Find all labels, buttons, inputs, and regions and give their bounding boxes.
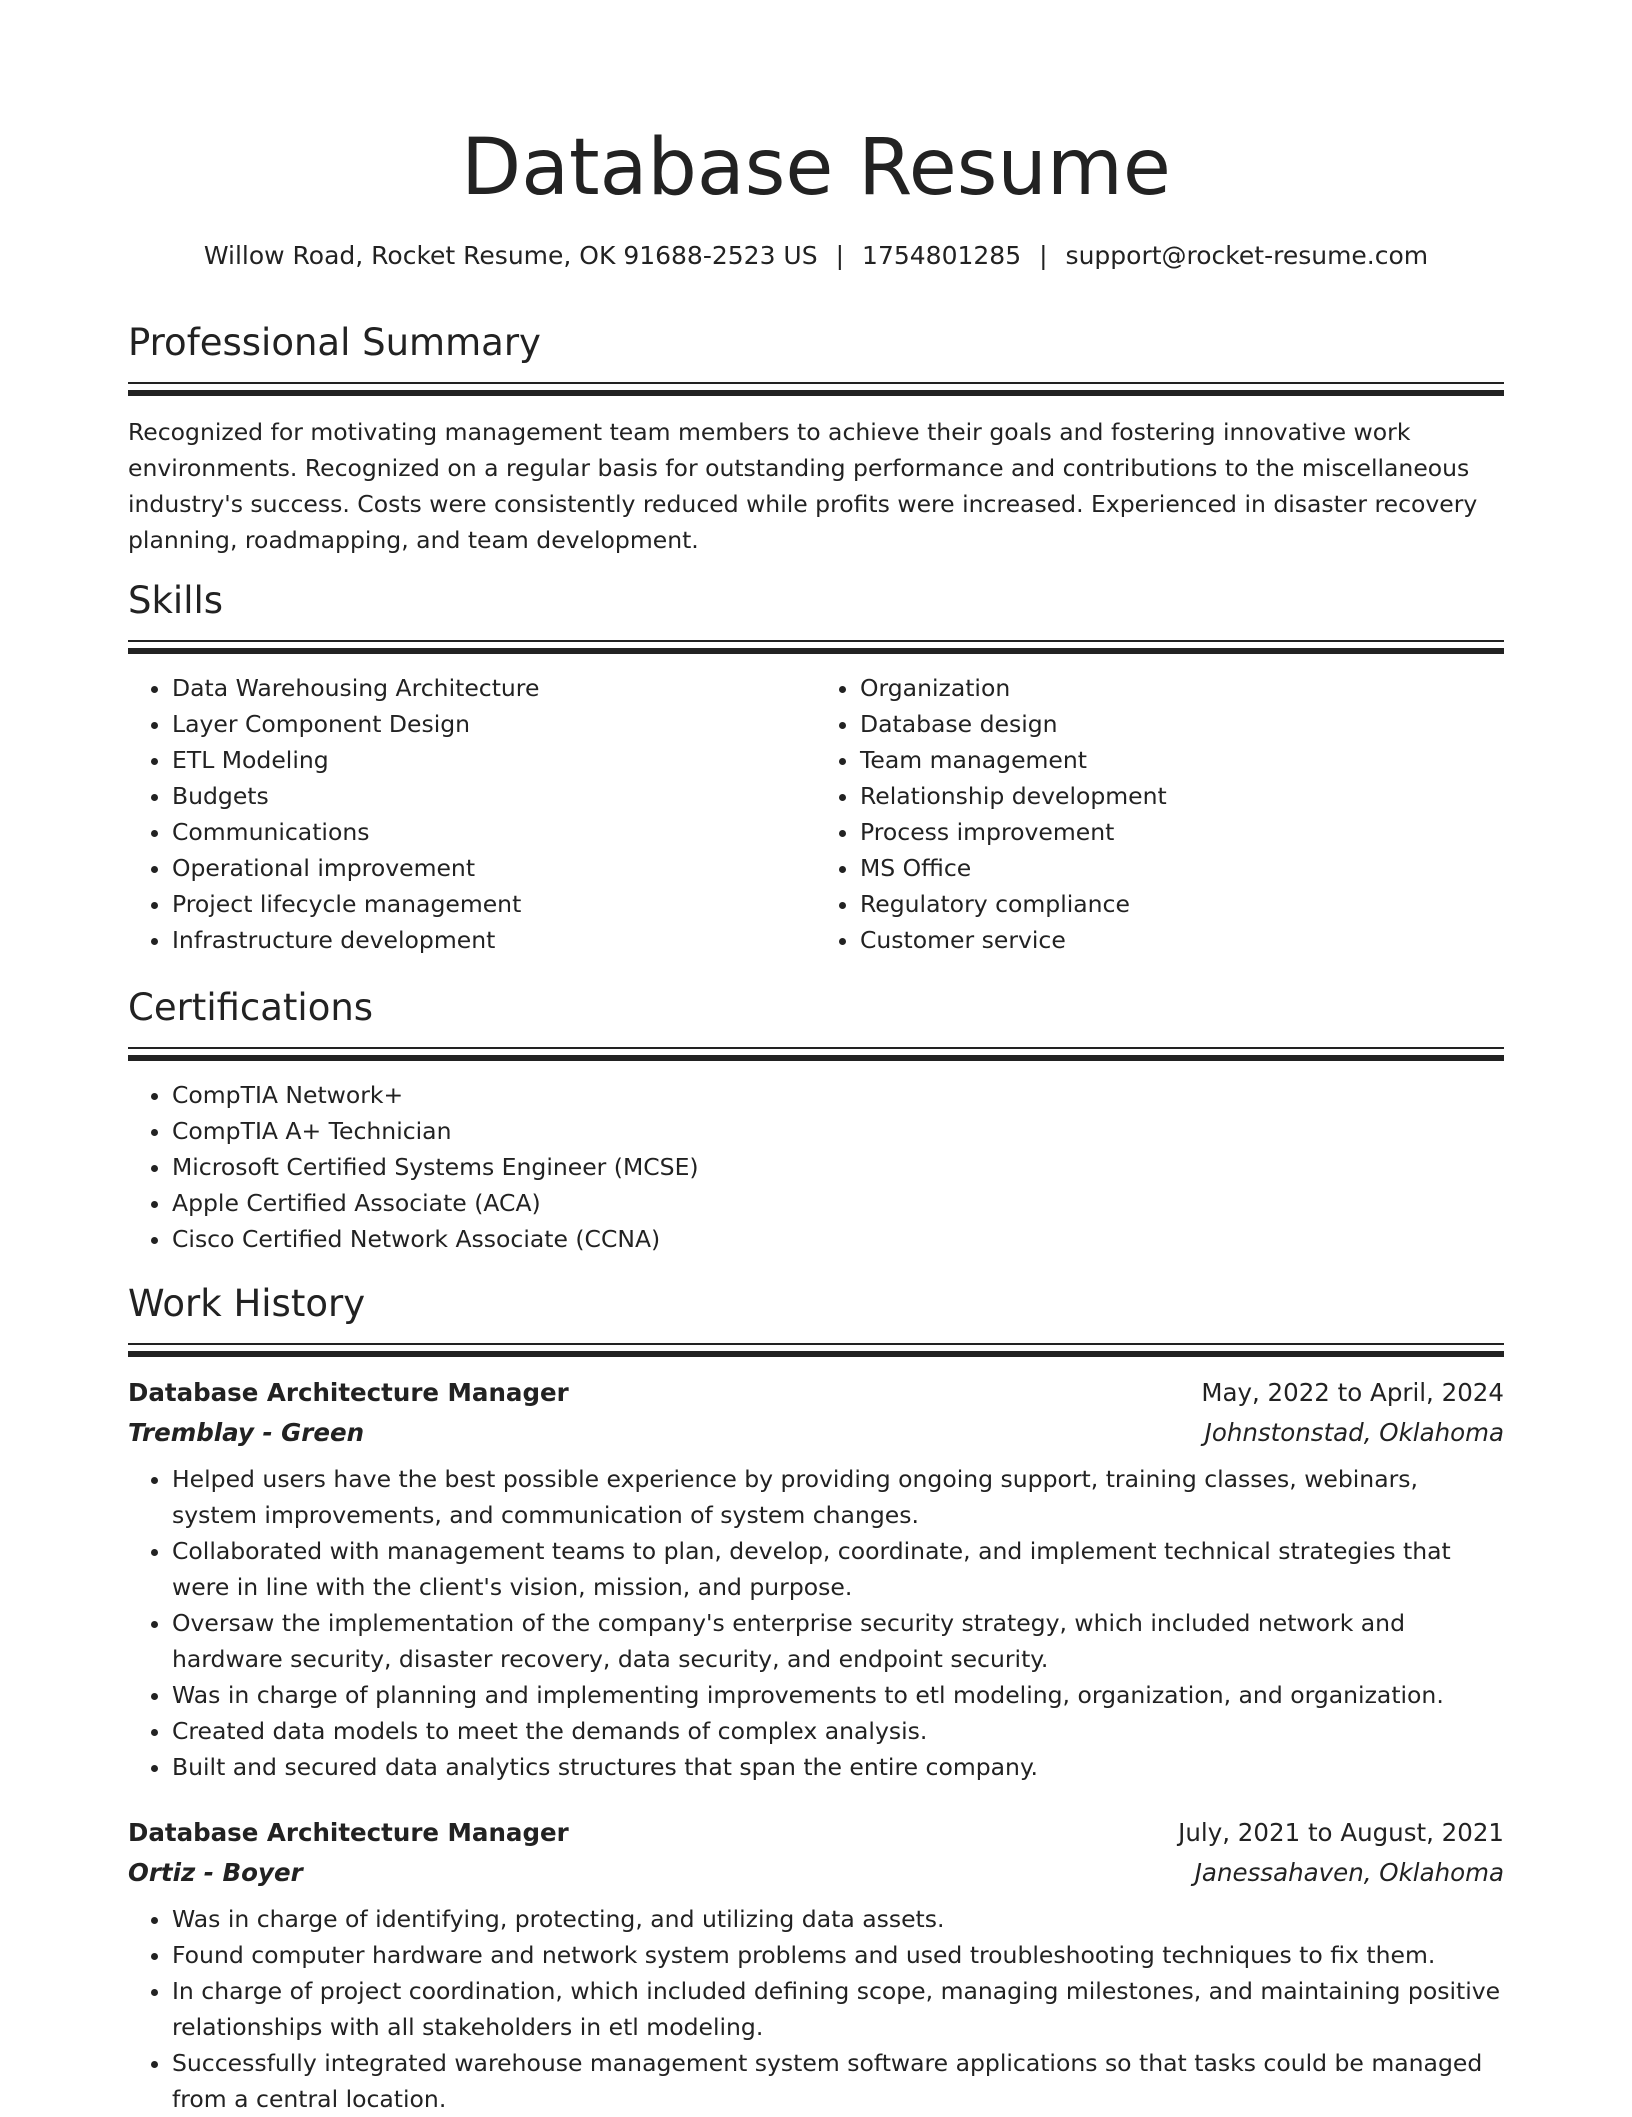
job-header-row	[128, 1373, 1504, 1413]
skill-item: • Team management	[860, 742, 1504, 778]
job-bullet: • Created data models to meet the demands of complex analysis.	[172, 1713, 1504, 1749]
contact-separator: |	[1039, 241, 1048, 270]
work-title: Work History	[128, 1282, 366, 1325]
skill-item: • Budgets	[172, 778, 816, 814]
job-bullet: • Was in charge of identifying, protecting, and utilizing data assets.	[172, 1901, 1504, 1937]
job-company-row	[128, 1853, 1504, 1893]
certification-item: • Microsoft Certified Systems Engineer (MCSE)	[172, 1149, 1504, 1185]
job-title: Database Architecture Manager	[128, 1378, 569, 1407]
job-bullet: • Built and secured data analytics structures that span the entire company.	[172, 1749, 1504, 1785]
skill-item: • Regulatory compliance	[860, 886, 1504, 922]
job-dates: May, 2022 to April, 2024	[1201, 1378, 1504, 1407]
section-rule-thin	[128, 1343, 1504, 1345]
summary-title: Professional Summary	[128, 321, 541, 364]
contact-email[interactable]: support@rocket-resume.com	[1065, 241, 1429, 270]
skill-item: • Relationship development	[860, 778, 1504, 814]
certification-item: • Cisco Certified Network Associate (CCNA)	[172, 1221, 1504, 1257]
job-bullet: • Was in charge of planning and implementing improvements to etl modeling, organization, and organization.	[172, 1677, 1504, 1713]
skills-section	[128, 576, 1504, 958]
skill-item: • Infrastructure development	[172, 922, 816, 958]
skill-item: • Process improvement	[860, 814, 1504, 850]
skill-item: • Database design	[860, 706, 1504, 742]
job-header-row	[128, 1813, 1504, 1853]
job-entry	[128, 1373, 1504, 1785]
job-dates: July, 2021 to August, 2021	[1178, 1818, 1504, 1847]
certifications-title: Certifications	[128, 986, 374, 1029]
skills-column-right	[816, 670, 1504, 958]
certification-item: • CompTIA Network+	[172, 1077, 1504, 1113]
summary-section	[128, 318, 1504, 558]
skills-title: Skills	[128, 579, 224, 622]
contact-separator: |	[835, 241, 845, 270]
job-entry	[128, 1813, 1504, 2117]
skill-item: • Operational improvement	[172, 850, 816, 886]
job-bullets	[128, 1901, 1504, 2117]
job-bullet: • Collaborated with management teams to plan, develop, coordinate, and implement technical strategies that were in line with the client's vision, mission, and purpose.	[172, 1533, 1504, 1605]
skills-columns	[128, 670, 1504, 958]
skill-item: • Project lifecycle management	[172, 886, 816, 922]
section-rule-thin	[128, 382, 1504, 384]
section-rule-thick	[128, 1351, 1504, 1357]
job-bullet: • Helped users have the best possible experience by providing ongoing support, training classes, webinars, system improvements, and communication of system changes.	[172, 1461, 1504, 1533]
section-rule-thin	[128, 1047, 1504, 1049]
skill-item: • Organization	[860, 670, 1504, 706]
skill-item: • Layer Component Design	[172, 706, 816, 742]
certifications-list	[128, 1077, 1504, 1257]
skill-item: • Data Warehousing Architecture	[172, 670, 816, 706]
job-bullet: • Successfully integrated warehouse management system software applications so that tasks could be managed from a central location.	[172, 2045, 1504, 2117]
job-company-row	[128, 1413, 1504, 1453]
section-rule-thin	[128, 640, 1504, 642]
contact-address: Willow Road, Rocket Resume, OK 91688-2523 US	[203, 241, 818, 270]
contact-line	[128, 236, 1504, 276]
certifications-section	[128, 983, 1504, 1257]
skill-item: • ETL Modeling	[172, 742, 816, 778]
resume-name: Database Resume	[461, 123, 1171, 213]
section-rule-thick	[128, 1055, 1504, 1061]
summary-text: Recognized for motivating management team members to achieve their goals and fostering innovative work environments. Recognized on a regular basis for outstanding performance and contributions to the miscellaneous industry's success. Costs were consistently reduced while profits were increased. Experienced in disaster recovery planning, roadmapping, and team development.	[128, 418, 1478, 554]
job-location: Johnstonstad, Oklahoma	[1204, 1418, 1504, 1447]
contact-phone: 1754801285	[862, 241, 1022, 270]
skill-item: • Customer service	[860, 922, 1504, 958]
job-title: Database Architecture Manager	[128, 1818, 569, 1847]
job-bullet: • Found computer hardware and network system problems and used troubleshooting techniques to fix them.	[172, 1937, 1504, 1973]
section-rule-thick	[128, 648, 1504, 654]
work-section	[128, 1279, 1504, 2117]
section-rule-thick	[128, 390, 1504, 396]
job-bullet: • In charge of project coordination, which included defining scope, managing milestones, and maintaining positive relationships with all stakeholders in etl modeling.	[172, 1973, 1504, 2045]
certification-item: • CompTIA A+ Technician	[172, 1113, 1504, 1149]
skill-item: • MS Office	[860, 850, 1504, 886]
skill-item: • Communications	[172, 814, 816, 850]
job-bullet: • Oversaw the implementation of the company's enterprise security strategy, which included network and hardware security, disaster recovery, data security, and endpoint security.	[172, 1605, 1504, 1677]
job-company: Tremblay - Green	[128, 1418, 365, 1447]
job-location: Janessahaven, Oklahoma	[1194, 1858, 1504, 1887]
skills-column-left	[128, 670, 816, 958]
job-bullets	[128, 1461, 1504, 1785]
certification-item: • Apple Certified Associate (ACA)	[172, 1185, 1504, 1221]
job-company: Ortiz - Boyer	[128, 1858, 303, 1887]
